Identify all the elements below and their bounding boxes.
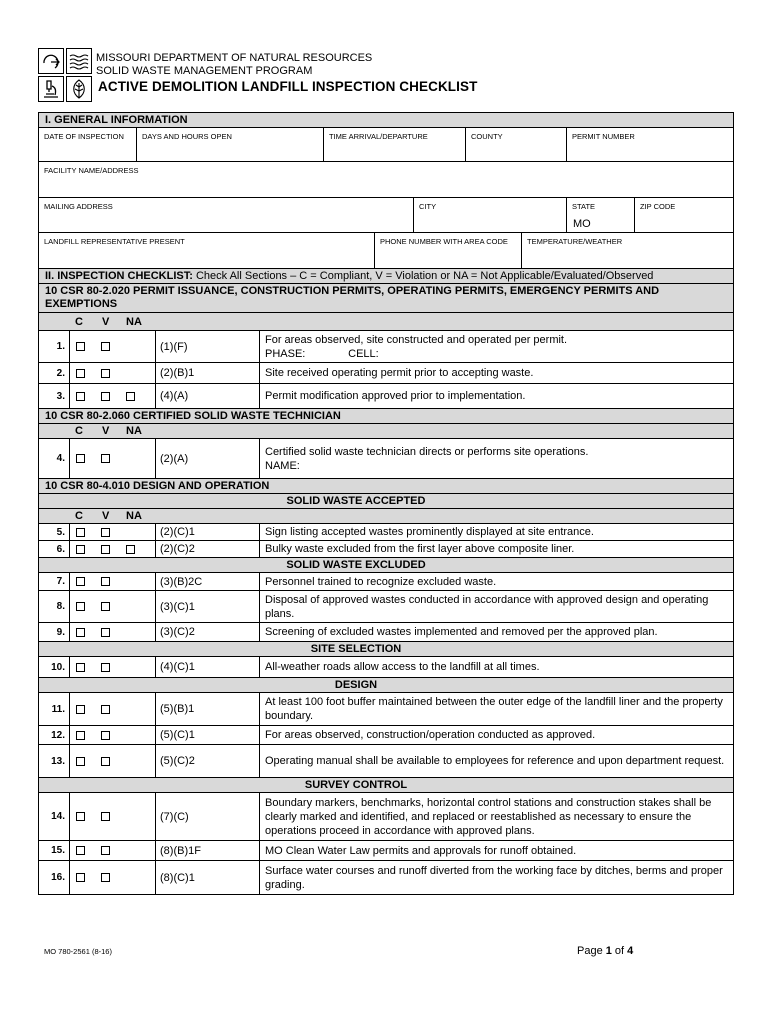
item-checkboxes — [70, 841, 156, 860]
of-word: of — [611, 945, 628, 957]
cvna-c: C — [75, 425, 83, 437]
item-number: 1. — [39, 331, 70, 362]
general-row-2 — [38, 162, 734, 198]
item-code: (1)(F) — [156, 331, 260, 362]
temp-label: TEMPERATURE/WEATHER — [527, 237, 623, 246]
violation-checkbox[interactable] — [101, 545, 110, 554]
page-number: 1 — [605, 945, 612, 957]
zip-code-field[interactable] — [635, 198, 733, 232]
item-description: Permit modification approved prior to implementation. — [265, 390, 526, 402]
subhead-design — [38, 678, 734, 693]
compliant-checkbox[interactable] — [76, 757, 85, 766]
item-code: (3)(C)2 — [156, 623, 260, 641]
violation-checkbox[interactable] — [101, 812, 110, 821]
water-waves-icon — [66, 48, 92, 74]
item-code: (3)(B)2C — [156, 573, 260, 590]
item-checkboxes — [70, 524, 156, 540]
violation-checkbox[interactable] — [101, 628, 110, 637]
item-code: (5)(B)1 — [156, 693, 260, 725]
days-hours-field[interactable] — [137, 128, 324, 161]
subhead-label: SITE SELECTION — [310, 643, 402, 655]
desc-line-1: For areas observed, site constructed and operated per permit. — [265, 333, 568, 346]
item-description: Sign listing accepted wastes prominently displayed at site entrance. — [265, 526, 594, 538]
item-number: 15. — [39, 841, 70, 860]
violation-checkbox[interactable] — [101, 705, 110, 714]
general-info-heading: I. GENERAL INFORMATION — [38, 112, 734, 128]
checklist-item-8 — [38, 591, 734, 623]
checklist-heading-legend: Check All Sections – C = Compliant, V = Violation or NA = Not Applicable/Evaluated/Observed — [192, 270, 654, 282]
item-description — [260, 331, 733, 362]
state-field[interactable] — [567, 198, 635, 232]
cvna-labels — [70, 425, 142, 437]
checklist-item-7 — [38, 573, 734, 591]
item-number: 4. — [39, 439, 70, 478]
compliant-checkbox[interactable] — [76, 545, 85, 554]
cvna-header-2 — [38, 424, 734, 439]
item-description: Boundary markers, benchmarks, horizontal control stations and construction stakes shall be clearly marked and identified, and replaced or reestablished as necessary to ensure the operations proceed in accordance with approved plans. — [265, 796, 712, 837]
item-description: For areas observed, construction/operation conducted as approved. — [265, 729, 596, 741]
desc-line-1: Certified solid waste technician directs or performs site operations. — [265, 445, 589, 458]
item-checkboxes — [70, 726, 156, 744]
violation-checkbox[interactable] — [101, 577, 110, 586]
item-description: All-weather roads allow access to the landfill at all times. — [265, 661, 540, 673]
violation-checkbox[interactable] — [101, 731, 110, 740]
item-number: 12. — [39, 726, 70, 744]
desc-line-2: PHASE: CELL: — [265, 347, 379, 360]
checklist-item-3 — [38, 384, 734, 409]
section-certified-technician: 10 CSR 80-2.060 CERTIFIED SOLID WASTE TECHNICIAN — [38, 409, 734, 424]
subhead-site-selection — [38, 642, 734, 657]
item-checkboxes — [70, 363, 156, 383]
item-description: Operating manual shall be available to employees for reference and upon department request. — [265, 755, 725, 767]
item-code: (8)(C)1 — [156, 861, 260, 894]
zip-label: ZIP CODE — [640, 202, 676, 211]
item-number: 5. — [39, 524, 70, 540]
representative-field[interactable] — [39, 233, 375, 268]
county-label: COUNTY — [471, 132, 503, 141]
item-code: (8)(B)1F — [156, 841, 260, 860]
section-permit-issuance: 10 CSR 80-2.020 PERMIT ISSUANCE, CONSTRUCTION PERMITS, OPERATING PERMITS, EMERGENCY PERMITS AND EXEMPTIONS — [38, 284, 734, 313]
item-checkboxes — [70, 439, 156, 478]
item-code: (2)(B)1 — [156, 363, 260, 383]
city-label: CITY — [419, 202, 437, 211]
item-number: 13. — [39, 745, 70, 777]
item-number: 11. — [39, 693, 70, 725]
compliant-checkbox[interactable] — [76, 812, 85, 821]
item-checkboxes — [70, 693, 156, 725]
item-description: Personnel trained to recognize excluded waste. — [265, 575, 497, 588]
checklist-item-15 — [38, 841, 734, 861]
compliant-checkbox[interactable] — [76, 392, 85, 401]
violation-checkbox[interactable] — [101, 528, 110, 537]
item-description: At least 100 foot buffer maintained between the outer edge of the landfill liner and the property boundary. — [265, 696, 723, 722]
days-label: DAYS AND HOURS OPEN — [142, 132, 232, 141]
item-checkboxes — [70, 384, 156, 408]
violation-checkbox[interactable] — [101, 663, 110, 672]
compliant-checkbox[interactable] — [76, 602, 85, 611]
checklist-item-4 — [38, 439, 734, 479]
subhead-label: SOLID WASTE ACCEPTED — [286, 495, 426, 507]
checklist-item-2 — [38, 363, 734, 384]
agency-line-1: MISSOURI DEPARTMENT OF NATURAL RESOURCES — [96, 52, 373, 64]
item-number: 7. — [39, 573, 70, 590]
time-arrival-field[interactable] — [324, 128, 466, 161]
subhead-waste-accepted — [38, 494, 734, 509]
checklist-item-10 — [38, 657, 734, 678]
date-of-inspection-field[interactable] — [39, 128, 137, 161]
microscope-icon — [38, 76, 64, 102]
leaf-icon — [66, 76, 92, 102]
item-number: 9. — [39, 623, 70, 641]
compliant-checkbox[interactable] — [76, 454, 85, 463]
item-number: 16. — [39, 861, 70, 894]
cvna-labels — [70, 510, 142, 522]
cvna-na: NA — [126, 510, 142, 522]
agency-name — [96, 52, 372, 78]
item-code: (5)(C)1 — [156, 726, 260, 744]
violation-checkbox[interactable] — [101, 369, 110, 378]
rep-label: LANDFILL REPRESENTATIVE PRESENT — [44, 237, 185, 246]
item-checkboxes — [70, 623, 156, 641]
item-checkboxes — [70, 331, 156, 362]
compliant-checkbox[interactable] — [76, 342, 85, 351]
page-word: Page — [577, 945, 606, 957]
item-number: 14. — [39, 793, 70, 840]
checklist-heading — [38, 269, 734, 284]
item-number: 10. — [39, 657, 70, 677]
item-checkboxes — [70, 541, 156, 557]
phone-label: PHONE NUMBER WITH AREA CODE — [380, 237, 508, 246]
compliant-checkbox[interactable] — [76, 705, 85, 714]
facility-name-field[interactable] — [39, 162, 733, 197]
time-label: TIME ARRIVAL/DEPARTURE — [329, 132, 428, 141]
agency-line-2: SOLID WASTE MANAGEMENT PROGRAM — [96, 65, 313, 77]
item-description: Disposal of approved wastes conducted in accordance with approved design and operating plans. — [265, 593, 709, 620]
temperature-field[interactable] — [522, 233, 733, 268]
checklist-item-16 — [38, 861, 734, 895]
compliant-checkbox[interactable] — [76, 731, 85, 740]
item-code: (3)(C)1 — [156, 591, 260, 622]
page-indicator — [577, 945, 633, 957]
checklist-item-1 — [38, 331, 734, 363]
subhead-label: DESIGN — [334, 679, 378, 691]
cvna-c: C — [75, 315, 83, 328]
permit-number-field[interactable] — [567, 128, 733, 161]
item-checkboxes — [70, 573, 156, 590]
document-header — [38, 48, 738, 108]
document-title: ACTIVE DEMOLITION LANDFILL INSPECTION CHECKLIST — [98, 79, 478, 94]
item-number: 8. — [39, 591, 70, 622]
subhead-label: SURVEY CONTROL — [304, 779, 408, 791]
item-code: (4)(C)1 — [156, 657, 260, 677]
item-description — [260, 439, 733, 478]
mailing-label: MAILING ADDRESS — [44, 202, 113, 211]
item-number: 2. — [39, 363, 70, 383]
compliant-checkbox[interactable] — [76, 628, 85, 637]
item-checkboxes — [70, 745, 156, 777]
item-description: Surface water courses and runoff diverted from the working face by ditches, berms and proper grading. — [265, 864, 723, 891]
compliant-checkbox[interactable] — [76, 369, 85, 378]
page-total: 4 — [627, 945, 634, 957]
subhead-survey-control — [38, 778, 734, 793]
item-code: (2)(A) — [156, 439, 260, 478]
violation-checkbox[interactable] — [101, 846, 110, 855]
item-code: (7)(C) — [156, 793, 260, 840]
city-field[interactable] — [414, 198, 567, 232]
checklist-item-6 — [38, 541, 734, 558]
form-code: MO 780-2561 (8-16) — [44, 947, 112, 956]
cvna-header-3 — [38, 509, 734, 524]
na-checkbox[interactable] — [126, 392, 135, 401]
date-label: DATE OF INSPECTION — [44, 132, 124, 141]
item-checkboxes — [70, 657, 156, 677]
inspection-form — [38, 112, 734, 895]
violation-checkbox[interactable] — [101, 454, 110, 463]
item-checkboxes — [70, 591, 156, 622]
section-design-operation: 10 CSR 80-4.010 DESIGN AND OPERATION — [38, 479, 734, 494]
permit-label: PERMIT NUMBER — [572, 132, 635, 141]
compliant-checkbox[interactable] — [76, 873, 85, 882]
item-code: (4)(A) — [156, 384, 260, 408]
cvna-na: NA — [126, 315, 142, 328]
state-value: MO — [573, 218, 591, 230]
general-row-4 — [38, 233, 734, 269]
checklist-item-9 — [38, 623, 734, 642]
item-code: (2)(C)2 — [156, 541, 260, 557]
checklist-heading-bold: II. INSPECTION CHECKLIST: — [45, 270, 193, 282]
item-description: MO Clean Water Law permits and approvals for runoff obtained. — [265, 844, 577, 857]
checklist-item-5 — [38, 524, 734, 541]
general-row-1 — [38, 128, 734, 162]
compliant-checkbox[interactable] — [76, 577, 85, 586]
general-row-3 — [38, 198, 734, 233]
compliant-checkbox[interactable] — [76, 663, 85, 672]
item-checkboxes — [70, 793, 156, 840]
cvna-v: V — [102, 315, 110, 328]
cvna-na: NA — [126, 425, 142, 437]
checklist-item-11 — [38, 693, 734, 726]
subhead-label: SOLID WASTE EXCLUDED — [286, 559, 426, 571]
violation-checkbox[interactable] — [101, 602, 110, 611]
item-description: Bulky waste excluded from the first layer above composite liner. — [265, 543, 575, 555]
desc-line-2: NAME: — [265, 459, 300, 472]
phone-field[interactable] — [375, 233, 522, 268]
dnr-logo — [38, 48, 96, 104]
facility-label: FACILITY NAME/ADDRESS — [44, 166, 139, 175]
item-number: 6. — [39, 541, 70, 557]
item-description: Site received operating permit prior to accepting waste. — [265, 367, 534, 379]
item-number: 3. — [39, 384, 70, 408]
item-checkboxes — [70, 861, 156, 894]
county-field[interactable] — [466, 128, 567, 161]
cvna-v: V — [102, 425, 110, 437]
subhead-waste-excluded — [38, 558, 734, 573]
sun-arrow-icon — [38, 48, 64, 74]
checklist-item-14 — [38, 793, 734, 841]
cvna-v: V — [102, 510, 110, 522]
item-description: Screening of excluded wastes implemented and removed per the approved plan. — [265, 626, 658, 638]
violation-checkbox[interactable] — [101, 757, 110, 766]
state-label: STATE — [572, 202, 596, 211]
mailing-address-field[interactable] — [39, 198, 414, 232]
checklist-item-13 — [38, 745, 734, 778]
compliant-checkbox[interactable] — [76, 846, 85, 855]
cvna-c: C — [75, 510, 83, 522]
violation-checkbox[interactable] — [101, 342, 110, 351]
violation-checkbox[interactable] — [101, 873, 110, 882]
cvna-labels — [70, 316, 142, 328]
cvna-header-1 — [38, 313, 734, 331]
checklist-item-12 — [38, 726, 734, 745]
item-code: (5)(C)2 — [156, 745, 260, 777]
violation-checkbox[interactable] — [101, 392, 110, 401]
na-checkbox[interactable] — [126, 545, 135, 554]
item-code: (2)(C)1 — [156, 524, 260, 540]
compliant-checkbox[interactable] — [76, 528, 85, 537]
